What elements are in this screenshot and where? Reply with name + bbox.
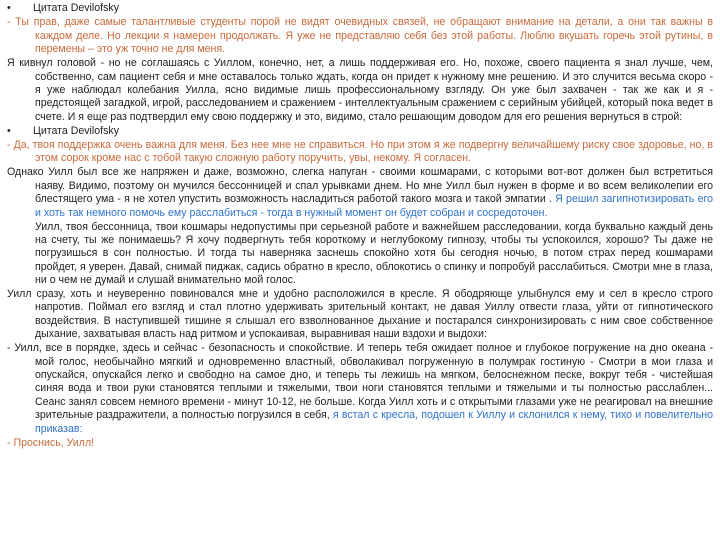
paragraph-2-text: Однако Уилл был все же напряжен и даже, возможно, слегка напуган - своими кошмарами, с которыми вот-вот должен был встретиться наяву. Видимо, поэтому он мучился бессонницей и спал урывками днем. Но мне Уилл был нужен в форме и во всем великолепии его блестящего ума - я не хотел упустить возможность насладиться работой такого мозга и такой эмпатии . bbox=[7, 166, 713, 206]
paragraph-5-text: - Уилл, все в порядке, здесь и сейчас - безопасность и спокойствие. И теперь тебя ожидает полное и глубокое погружение на дно океана - мой голос, необычайно мягкий и одновременно властный, обволакивал погруженную в полумрак гостиную - Смотри в мои глаза и опускайся, опускайся легко и свободно на самое дно, и теперь ты лежишь на мягком, белоснежном песке, вокруг тебя - чистейшая синяя вода и твои руки становятся теплыми и тяжелыми, твои ноги становятся теплыми и тяжелыми и ты полностью расслаблен... Сеанс занял совсем немного времени - минут 10-12, не больше. Когда Уилл хоть и с открытыми глазами уже не реагировал на внешние зрительные раздражители, а полностью погрузился в себя, bbox=[7, 342, 713, 422]
quote-author-2: Цитата Devilofsky bbox=[33, 124, 119, 137]
quote-text-1: - Ты прав, даже самые талантливые студенты порой не видят очевидных связей, не обращают внимание на детали, а они так важны в каждом деле. Но лекции я намерен продолжать. Я уже не представляю себя без этой работы. Люблю вкушать горечь этой рутины, в перемены – это уж точно не для меня. bbox=[7, 16, 713, 56]
quote-header-2 bbox=[7, 125, 713, 138]
bullet-icon: • bbox=[7, 124, 11, 137]
paragraph-4: Уилл сразу, хоть и неуверенно повиновался мне и удобно расположился в кресле. Я ободряюще улыбнулся ему и сел в кресло строго напротив. Поймал его взгляд и стал плотно удерживать зрительный контакт, не давая Уиллу отвести глаза, уйти от гипнотического воздействия. В наступившей тишине я слышал его взволнованное дыхание и постарался синхронизировать с ним свое собственное дыхание, захватывая власть над ритмом и успокаивая, выравнивая наши вздохи и выдохи: bbox=[7, 288, 713, 341]
bullet-icon: • bbox=[7, 2, 11, 14]
quote-header-1 bbox=[7, 2, 713, 15]
paragraph-2-highlight: Я решил загипнотизировать его и хоть так немного помочь ему расслабиться - тогда в нужный момент он будет собран и сосредоточен. bbox=[35, 193, 713, 219]
quote-text-2: - Да, твоя поддержка очень важна для меня. Без нее мне не справиться. Но при этом я же подвергну величайшему риску свое здоровье, но, в этом сорок кроме нас с тобой такую сложную работу поручить, увы, некому. Я согласен. bbox=[7, 139, 713, 165]
quote-author-1: Цитата Devilofsky bbox=[33, 2, 119, 14]
dash-marker bbox=[7, 221, 35, 234]
paragraph-5 bbox=[7, 342, 713, 436]
paragraph-2 bbox=[7, 166, 713, 220]
paragraph-3 bbox=[7, 221, 713, 288]
paragraph-6: - Проснись, Уилл! bbox=[7, 436, 95, 449]
paragraph-5-highlight: я встал с кресла, подошел к Уиллу и склонился к нему, тихо и повелительно приказав: bbox=[35, 409, 713, 435]
paragraph-3-text: Уилл, твоя бессонница, твои кошмары недопустимы при серьезной работе и важнейшем расследовании, когда буквально каждый день на счету, ты же понимаешь? Я хочу подвергнуть тебя короткому и неглубокому гипнозу, чтобы ты успокоился, хорошо? Ты даже не погрузишься в сон полностью. И тогда ты наверняка заснешь спокойно хотя бы сегодня ночью, в потом страх перед кошмарами пройдет, я уверен. Давай, снимай пиджак, садись обратно в кресло, облокотись о спинку и попробуй расслабиться. Смотри мне в глаза, ни о чем не думай и слушай внимательно мой голос. bbox=[35, 220, 713, 287]
paragraph-1: Я кивнул головой - но не соглашаясь с Уиллом, конечно, нет, а лишь поддерживая его. Но, похоже, своего пациента я знал лучше, чем, собственно, сам пациент себя и мне оставалось только ждать, когда он придет к нужному мне решению. И это случится весьма скоро - я уже наблюдал колебания Уилла, ясно видимые лишь профессиональному взгляду. Он уже был захвачен - так же как и я - предстоящей загадкой, игрой, расследованием и сражением - интеллектуальным сражением с серийным убийцей, который пока ведет в счете. И я еще раз подтвердил ему свою поддержку и это, видимо, стало решающим доводом для его решения вернуться в строй: bbox=[7, 57, 713, 123]
